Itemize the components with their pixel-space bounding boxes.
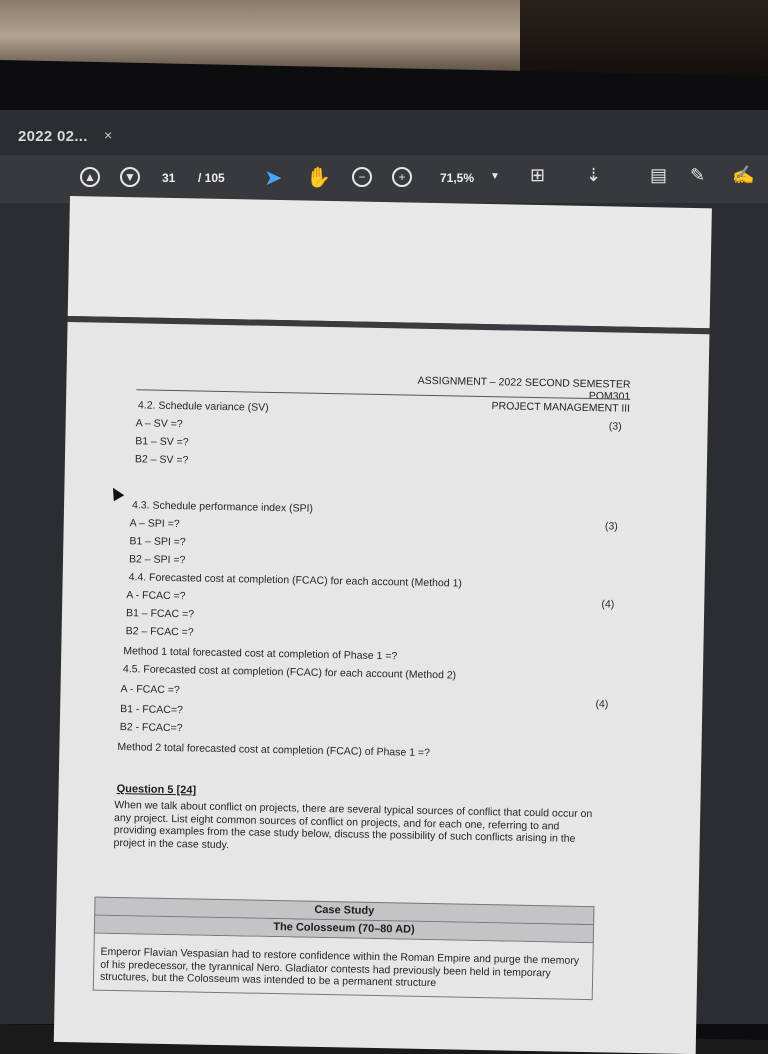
select-tool-icon[interactable]: ➤ — [264, 165, 283, 190]
background-shadow — [520, 0, 768, 80]
case-study-subheading: The Colosseum (70–80 AD) — [94, 916, 594, 944]
document-view[interactable] — [54, 196, 720, 1048]
current-page — [54, 322, 710, 1054]
header-line-1: ASSIGNMENT – 2022 SECOND SEMESTER — [417, 374, 631, 391]
header-line-2: POM301 — [588, 389, 631, 403]
tab-bar — [0, 118, 330, 154]
zoom-out-button[interactable]: − — [352, 167, 372, 187]
next-page-button[interactable]: ▼ — [120, 167, 140, 187]
case-study-body: Emperor Flavian Vespasian had to restore confidence within the Roman Empire and purge the memory of his predecessor, the tyrannical Nero. Gladiator contests had previously been held in temporary structures, but the Colosseum was intended to be a permanent structure — [93, 934, 594, 1000]
section-4-5-line: Method 2 total forecasted cost at completion (FCAC) of Phase 1 =? — [117, 741, 431, 760]
zoom-level[interactable]: 71,5% — [440, 171, 475, 185]
section-4-3-line: B2 – SPI =? — [128, 553, 186, 567]
previous-page — [68, 196, 712, 328]
section-4-4-line: A - FCAC =? — [126, 589, 186, 603]
question-5-title: Question 5 [24] — [116, 783, 197, 797]
comment-icon[interactable]: ▤ — [650, 165, 668, 185]
zoom-in-button[interactable]: + — [392, 167, 412, 187]
section-4-2-line: B1 – SV =? — [135, 435, 189, 449]
section-4-4-line: B2 – FCAC =? — [125, 625, 194, 639]
case-study-table — [93, 897, 595, 1000]
hand-tool-icon[interactable]: ✋ — [306, 167, 331, 189]
section-4-3-title: 4.3. Schedule performance index (SPI) — [131, 499, 314, 515]
fit-page-icon[interactable]: ⊞ — [530, 165, 546, 185]
pdf-toolbar — [0, 155, 768, 203]
page-number-input[interactable]: 31 — [162, 171, 176, 185]
section-4-5-line: A - FCAC =? — [120, 683, 180, 697]
section-4-2-marks: (3) — [608, 420, 622, 433]
section-4-5-line: B1 - FCAC=? — [120, 703, 183, 717]
tab-title[interactable]: 2022 02... — [18, 128, 88, 145]
section-4-2-line: A – SV =? — [135, 417, 183, 431]
section-4-2-line: B2 – SV =? — [134, 453, 189, 467]
sign-icon[interactable]: ✍ — [732, 165, 755, 185]
section-4-4-marks: (4) — [601, 598, 615, 611]
section-4-3-line: B1 – SPI =? — [129, 535, 186, 549]
section-4-5-marks: (4) — [595, 698, 609, 711]
section-4-3-marks: (3) — [604, 520, 618, 533]
header-line-3: PROJECT MANAGEMENT III — [491, 400, 631, 415]
section-4-4-line: Method 1 total forecasted cost at completion of Phase 1 =? — [123, 645, 398, 663]
section-4-5-line: B2 - FCAC=? — [119, 721, 183, 735]
tab-close-icon[interactable]: × — [104, 127, 113, 143]
section-4-2-title: 4.2. Schedule variance (SV) — [137, 399, 269, 414]
page-total: / 105 — [198, 171, 225, 185]
zoom-dropdown-icon[interactable]: ▼ — [490, 171, 500, 182]
section-4-4-line: B1 – FCAC =? — [125, 607, 195, 621]
previous-page-button[interactable]: ▲ — [80, 167, 100, 187]
section-4-5-title: 4.5. Forecasted cost at completion (FCAC) for each account (Method 2) — [122, 663, 457, 682]
section-4-3-line: A – SPI =? — [129, 517, 180, 531]
scroll-mode-icon[interactable]: ⇣ — [586, 165, 602, 185]
section-4-4-title: 4.4. Forecasted cost at completion (FCAC) for each account (Method 1) — [128, 571, 462, 590]
question-5-text: When we talk about conflict on projects, there are several typical sources of conflict that could occur on any project. List eight common sources of conflict on projects, and for each one, referring to and providing examples from the case study below, discuss the possibility of such conflicts arising in the project in the case study. — [113, 798, 593, 851]
case-study-heading: Case Study — [94, 897, 594, 926]
highlight-pen-icon[interactable]: ✎ — [690, 165, 706, 185]
